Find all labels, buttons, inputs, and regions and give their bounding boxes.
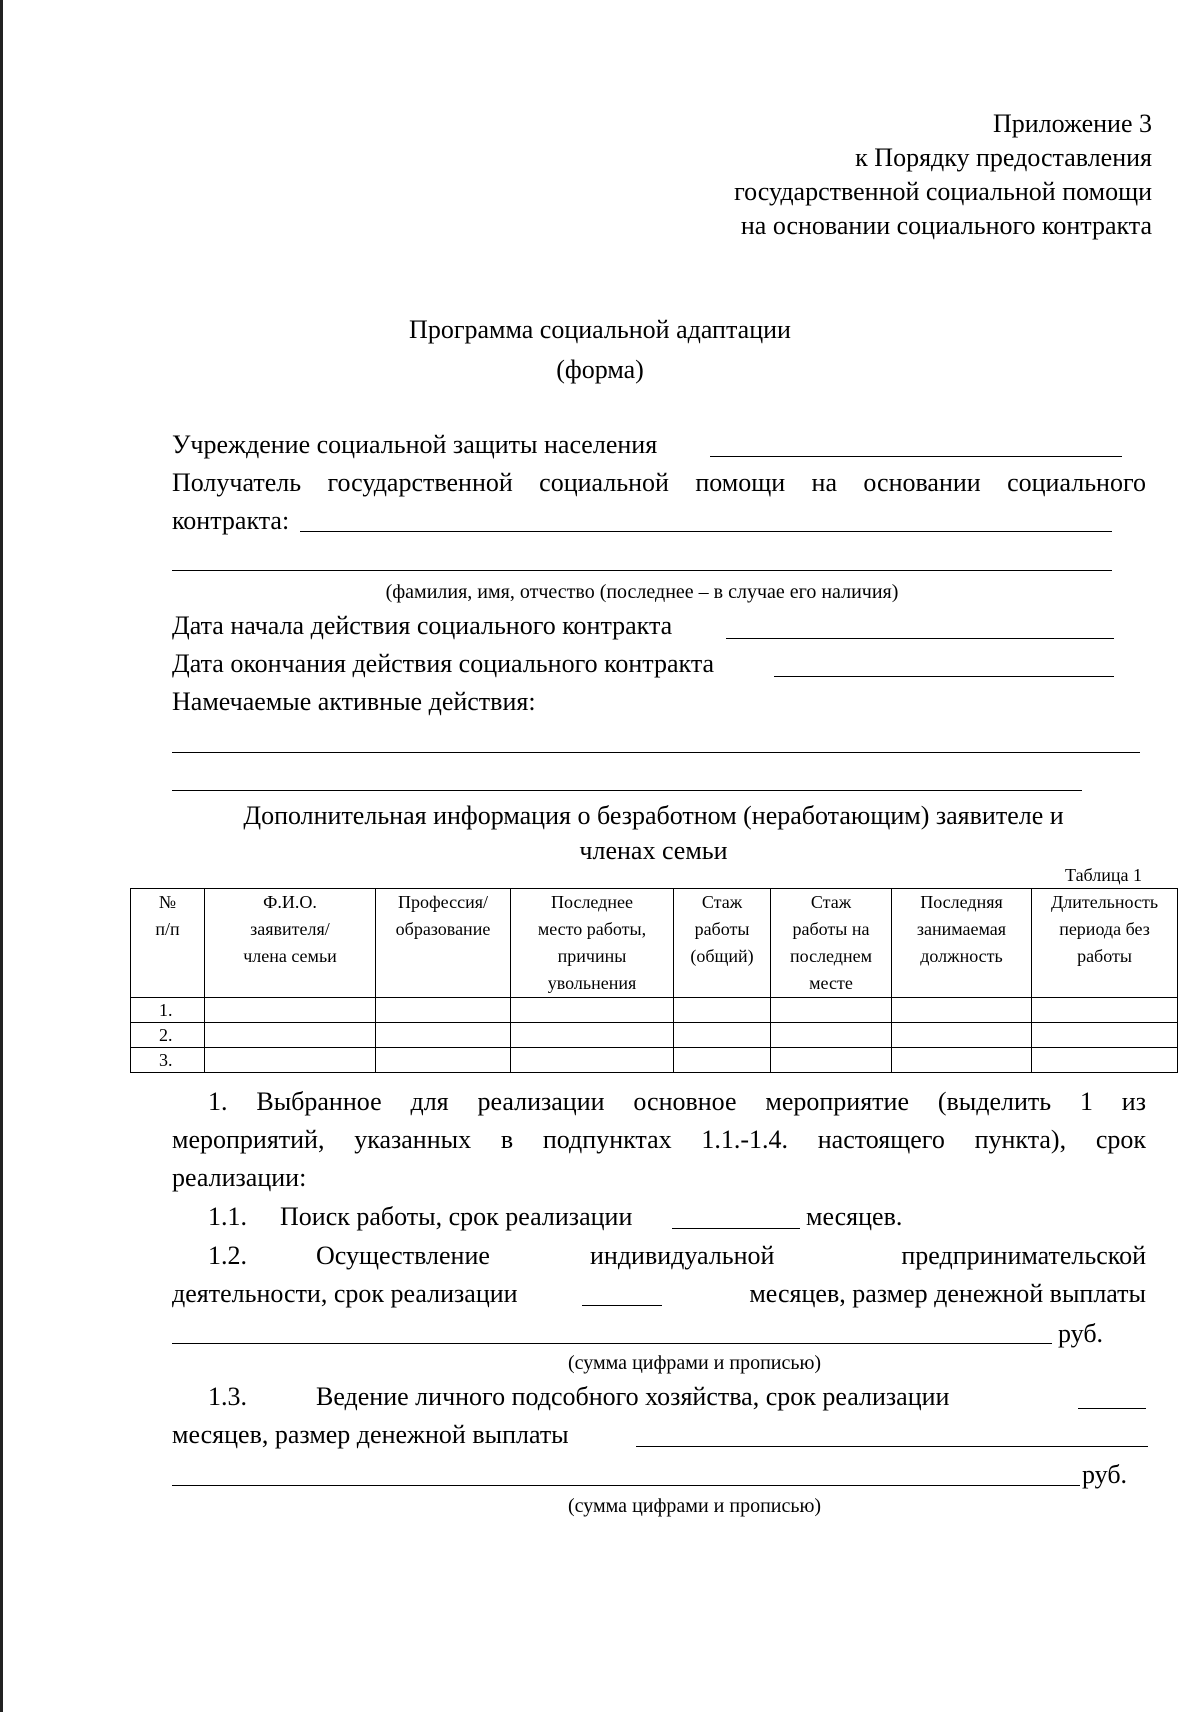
- row-number: 1.: [131, 998, 205, 1023]
- scan-edge: [0, 0, 3, 1712]
- item-1-3-text: Ведение личного подсобного хозяйства, срок реализации: [316, 1382, 950, 1411]
- table-cell[interactable]: [892, 1023, 1032, 1048]
- item-1-2-text-3: месяцев, размер денежной выплаты: [749, 1279, 1146, 1308]
- recipient-label: Получатель государственной социальной помощи на основании социального: [172, 468, 1146, 497]
- item-1-3-rub: руб.: [1082, 1460, 1128, 1489]
- header-line-1: Приложение 3: [992, 109, 1152, 138]
- table-cell[interactable]: [1032, 1023, 1178, 1048]
- col-header-profession: Профессия/ образование: [376, 889, 511, 998]
- sum-caption-2: (сумма цифрами и прописью): [568, 1495, 822, 1517]
- table-cell[interactable]: [376, 1023, 511, 1048]
- table-cell[interactable]: [771, 1048, 892, 1073]
- table-cell[interactable]: [771, 998, 892, 1023]
- institution-field[interactable]: [710, 456, 1122, 457]
- household-payment-field[interactable]: [636, 1446, 1148, 1447]
- section1-intro-3: реализации:: [172, 1163, 307, 1192]
- col-header-last-workplace: Последнее место работы, причины увольнения: [511, 889, 674, 998]
- business-payment-field[interactable]: [172, 1343, 1052, 1344]
- col-header-unemployment-duration: Длительность периода без работы: [1032, 889, 1178, 998]
- section1-intro: 1. Выбранное для реализации основное мероприятие (выделить 1 из: [208, 1087, 1146, 1116]
- table-cell[interactable]: [892, 998, 1032, 1023]
- additional-info-heading-2: членах семьи: [579, 836, 728, 865]
- item-1-2-word-2: индивидуальной: [590, 1241, 775, 1270]
- row-number: 2.: [131, 1023, 205, 1048]
- item-1-1-text: Поиск работы, срок реализации: [280, 1202, 633, 1231]
- col-header-last-position: Последняя занимаемая должность: [892, 889, 1032, 998]
- table-row: [131, 1023, 1178, 1048]
- table-cell[interactable]: [1032, 998, 1178, 1023]
- table-cell[interactable]: [511, 1023, 674, 1048]
- table-cell[interactable]: [205, 998, 376, 1023]
- table-cell[interactable]: [771, 1023, 892, 1048]
- sum-caption-1: (сумма цифрами и прописью): [568, 1352, 822, 1374]
- col-header-fio: Ф.И.О. заявителя/ члена семьи: [205, 889, 376, 998]
- table-cell[interactable]: [674, 998, 771, 1023]
- table-cell[interactable]: [1032, 1048, 1178, 1073]
- table-cell[interactable]: [205, 1023, 376, 1048]
- item-1-2-text-2: деятельности, срок реализации: [172, 1279, 518, 1308]
- fio-caption: (фамилия, имя, отчество (последнее – в случае его наличия): [385, 581, 899, 603]
- item-1-2-word-1: Осуществление: [316, 1241, 490, 1270]
- section1-intro-2: мероприятий, указанных в подпунктах 1.1.-1.4. настоящего пункта), срок: [172, 1125, 1146, 1154]
- header-line-3: государственной социальной помощи: [734, 177, 1152, 206]
- col-header-total-experience: Стаж работы (общий): [674, 889, 771, 998]
- table-caption: Таблица 1: [1065, 865, 1142, 885]
- table-cell[interactable]: [511, 1048, 674, 1073]
- col-header-last-place-experience: Стаж работы на последнем месте: [771, 889, 892, 998]
- household-payment-field-2[interactable]: [172, 1485, 1080, 1486]
- start-date-field[interactable]: [726, 638, 1114, 639]
- item-1-2-word-3: предпринимательской: [901, 1241, 1146, 1270]
- recipient-field-2[interactable]: [172, 570, 1112, 571]
- table-cell[interactable]: [511, 998, 674, 1023]
- item-1-3-text-2: месяцев, размер денежной выплаты: [172, 1420, 569, 1449]
- header-line-4: на основании социального контракта: [740, 211, 1152, 240]
- item-1-1-suffix: месяцев.: [806, 1202, 903, 1231]
- col-header-number: № п/п: [131, 889, 205, 998]
- actions-label: Намечаемые активные действия:: [172, 687, 536, 716]
- end-date-field[interactable]: [774, 676, 1114, 677]
- actions-field-1[interactable]: [172, 752, 1140, 753]
- recipient-label-cont: контракта:: [172, 506, 290, 535]
- household-term-field[interactable]: [1078, 1408, 1146, 1409]
- table-row: [131, 1048, 1178, 1073]
- item-1-3-number: 1.3.: [208, 1382, 247, 1411]
- additional-info-heading: Дополнительная информация о безработном (неработающим) заявителе и: [243, 801, 1064, 830]
- start-date-label: Дата начала действия социального контракта: [172, 611, 673, 640]
- item-1-2-number: 1.2.: [208, 1241, 247, 1270]
- family-info-table: [130, 888, 1178, 1073]
- table-cell[interactable]: [892, 1048, 1032, 1073]
- table-cell[interactable]: [376, 998, 511, 1023]
- business-term-field[interactable]: [582, 1305, 662, 1306]
- row-number: 3.: [131, 1048, 205, 1073]
- end-date-label: Дата окончания действия социального контракта: [172, 649, 715, 678]
- table-header-row: [131, 889, 1178, 998]
- page-title: Программа социальной адаптации: [409, 315, 791, 344]
- table-cell[interactable]: [674, 1023, 771, 1048]
- item-1-1-number: 1.1.: [208, 1202, 247, 1231]
- institution-label: Учреждение социальной защиты населения: [172, 430, 658, 459]
- table-cell[interactable]: [205, 1048, 376, 1073]
- table-cell[interactable]: [376, 1048, 511, 1073]
- job-search-term-field[interactable]: [672, 1228, 800, 1229]
- table-row: [131, 998, 1178, 1023]
- recipient-field[interactable]: [300, 531, 1112, 532]
- item-1-2-rub: руб.: [1058, 1319, 1104, 1348]
- header-line-2: к Порядку предоставления: [855, 143, 1152, 172]
- page-subtitle: (форма): [556, 355, 644, 384]
- table-cell[interactable]: [674, 1048, 771, 1073]
- actions-field-2[interactable]: [172, 790, 1082, 791]
